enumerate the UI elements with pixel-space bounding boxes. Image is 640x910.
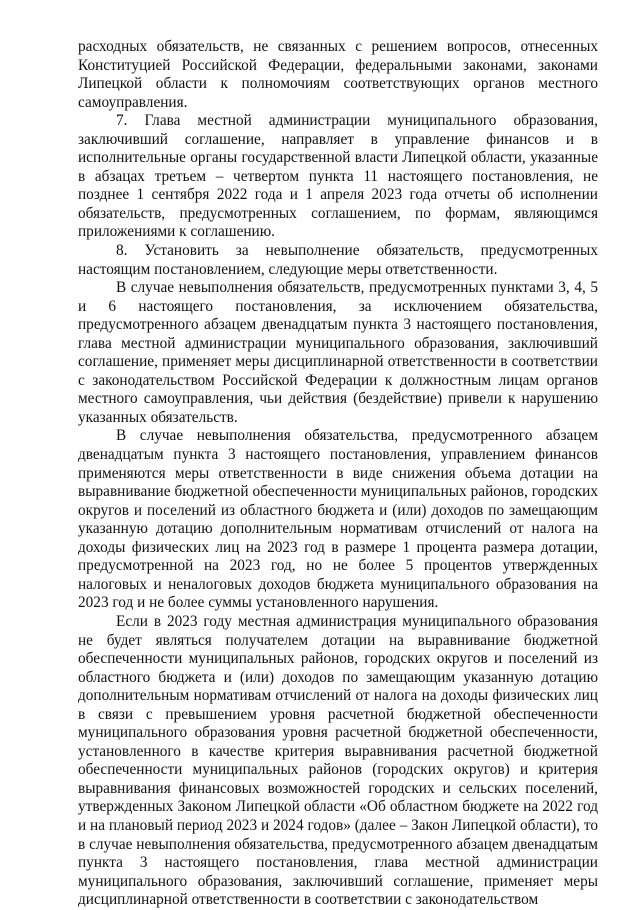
paragraph-item-8: 8. Установить за невыполнение обязательств, предусмотренных настоящим постановлением, следующие меры ответственности. bbox=[78, 242, 598, 278]
paragraph-item-8-subsidy-reduction: В случае невыполнения обязательства, предусмотренного абзацем двенадцатым пункта 3 настоящего постановления, управлением финансов применяются меры ответственности в виде снижения объема дотации на выравнивание бюджетной обеспеченности муниципальных районов, городских округов и поселений из областного бюджета и (или) доходов по замещающим указанную дотацию дополнительным нормативам отчислений от налога на доходы физических лиц на 2023 год в размере 1 процента размера дотации, предусмотренной на 2023 год, но не более 5 процентов утвержденных налоговых и неналоговых доходов бюджета муниципального образования на 2023 год и не более суммы установленного нарушения. bbox=[78, 427, 598, 612]
paragraph-item-8-disciplinary: В случае невыполнения обязательств, предусмотренных пунктами 3, 4, 5 и 6 настоящего постановления, за исключением обязательства, предусмотренного абзацем двенадцатым пункта 3 настоящего постановления, глава местной администрации муниципального образования, заключивший соглашение, применяет меры дисциплинарной ответственности в соответствии с законодательством Российской Федерации к должностным лицам органов местного самоуправления, чьи действия (бездействие) привели к нарушению указанных обязательств. bbox=[78, 279, 598, 426]
document-page bbox=[78, 38, 598, 910]
paragraph-item-8-no-subsidy: Если в 2023 году местная администрация муниципального образования не будет являться получателем дотации на выравнивание бюджетной обеспеченности муниципальных районов, городских округов и поселений из областного бюджета и (или) доходов по замещающим указанную дотацию дополнительным нормативам отчислений от налога на доходы физических лиц в связи с превышением уровня расчетной бюджетной обеспеченности муниципального образования уровня расчетной бюджетной обеспеченности, установленного в качестве критерия выравнивания расчетной бюджетной обеспеченности муниципальных районов (городских округов) и критерия выравнивания финансовых возможностей городских и сельских поселений, утвержденных Законом Липецкой области «Об областном бюджете на 2022 год и на плановый период 2023 и 2024 годов» (далее – Закон Липецкой области), то в случае невыполнения обязательства, предусмотренного абзацем двенадцатым пункта 3 настоящего постановления, глава местной администрации муниципального образования, заключивший соглашение, применяет меры дисциплинарной ответственности в соответствии с законодательством bbox=[78, 612, 598, 909]
paragraph-item-7: 7. Глава местной администрации муниципального образования, заключивший соглашение, направляет в управление финансов и в исполнительные органы государственной власти Липецкой области, указанные в абзацах третьем – четвертом пункта 11 настоящего постановления, не позднее 1 сентября 2022 года и 1 апреля 2023 года отчеты об исполнении обязательств, предусмотренных соглашением, по формам, являющимся приложениями к соглашению. bbox=[78, 112, 598, 241]
paragraph-continuation: расходных обязательств, не связанных с решением вопросов, отнесенных Конституцией Российской Федерации, федеральными законами, законами Липецкой области к полномочиям соответствующих органов местного самоуправления. bbox=[78, 38, 598, 111]
